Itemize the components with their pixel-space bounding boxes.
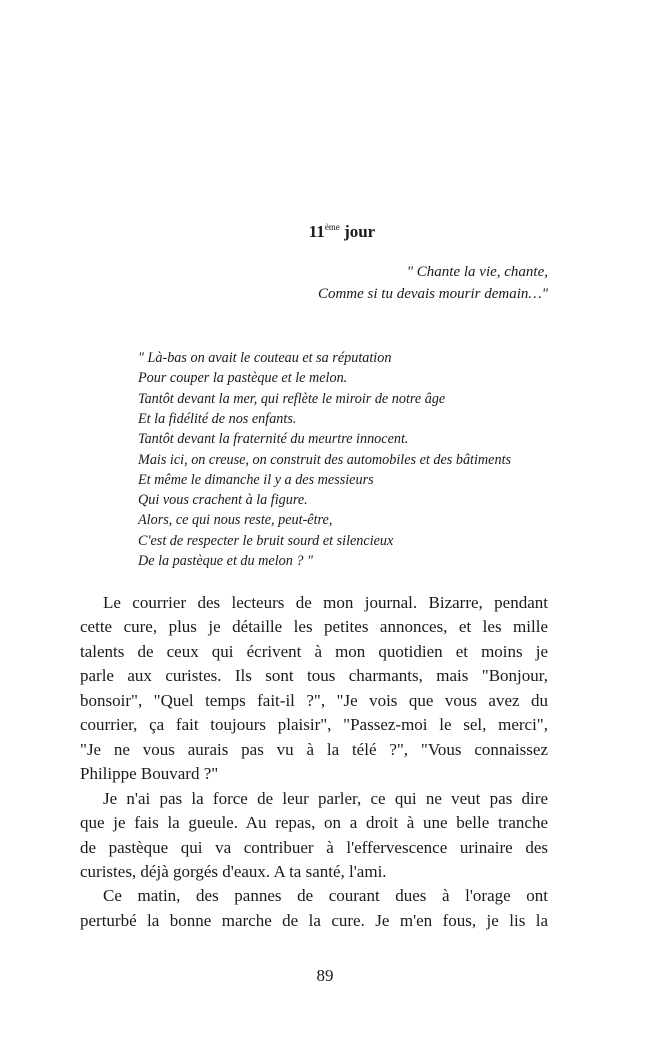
poem-line: Mais ici, on creuse, on construit des automobiles et des bâtiments	[138, 451, 512, 468]
poem-line: C'est de respecter le bruit sourd et silencieux	[138, 532, 394, 549]
poem-line: Qui vous crachent à la figure.	[138, 492, 308, 509]
body-line: courrier, ça fait toujours plaisir", "Passez-moi le sel, merci",	[80, 715, 548, 735]
body-line: Ce matin, des pannes de courant dues à l'orage ont	[103, 886, 548, 906]
poem-line: Et la fidélité de nos enfants.	[138, 410, 297, 427]
page-number: 89	[316, 966, 334, 985]
poem-line: " Là-bas on avait le couteau et sa réputation	[138, 350, 392, 366]
body-line: cette cure, plus je détaille les petites annonces, et les mille	[80, 617, 548, 637]
poem-line: Tantôt devant la mer, qui reflète le miroir de notre âge	[138, 390, 446, 407]
body-line: Philippe Bouvard ?"	[80, 764, 219, 784]
epigraph-line: " Chante la vie, chante,	[406, 264, 548, 280]
body-line: "Je ne vous aurais pas vu à la télé ?", "Vous connaissez	[80, 739, 548, 759]
body-line: Le courrier des lecteurs de mon journal. Bizarre, pendant	[103, 593, 548, 612]
chapter-title	[0, 222, 650, 242]
body-line: bonsoir", "Quel temps fait-il ?", "Je vois que vous avez du	[80, 690, 548, 710]
body-line: Je n'ai pas la force de leur parler, ce qui ne veut pas dire	[103, 788, 548, 808]
body-line: curistes, déjà gorgés d'eaux. A ta santé, l'ami.	[80, 861, 387, 881]
chapter-suffix: ème	[324, 222, 340, 232]
body-line: talents de ceux qui écrivent à mon quotidien et moins je	[80, 641, 548, 661]
poem-line: Alors, ce qui nous reste, peut-être,	[138, 512, 333, 529]
body-line: de pastèque qui va contribuer à l'effervescence urinaire des	[80, 837, 548, 857]
body-line: parle aux curistes. Ils sont tous charmants, mais "Bonjour,	[80, 666, 548, 686]
body-line: que je fais la gueule. Au repas, on a droit à une belle tranche	[80, 813, 548, 833]
poem-line: Tantôt devant la fraternité du meurtre innocent.	[138, 431, 409, 448]
poem-line: Pour couper la pastèque et le melon.	[138, 370, 348, 387]
poem-line: Et même le dimanche il y a des messieurs	[138, 471, 374, 488]
epigraph-line: Comme si tu devais mourir demain…"	[317, 286, 548, 302]
body-line: perturbé la bonne marche de la cure. Je m'en fous, je lis la	[80, 910, 548, 930]
chapter-word: jour	[344, 222, 376, 241]
poem-line: De la pastèque et du melon ? "	[138, 553, 313, 569]
chapter-number: 11	[308, 222, 325, 241]
